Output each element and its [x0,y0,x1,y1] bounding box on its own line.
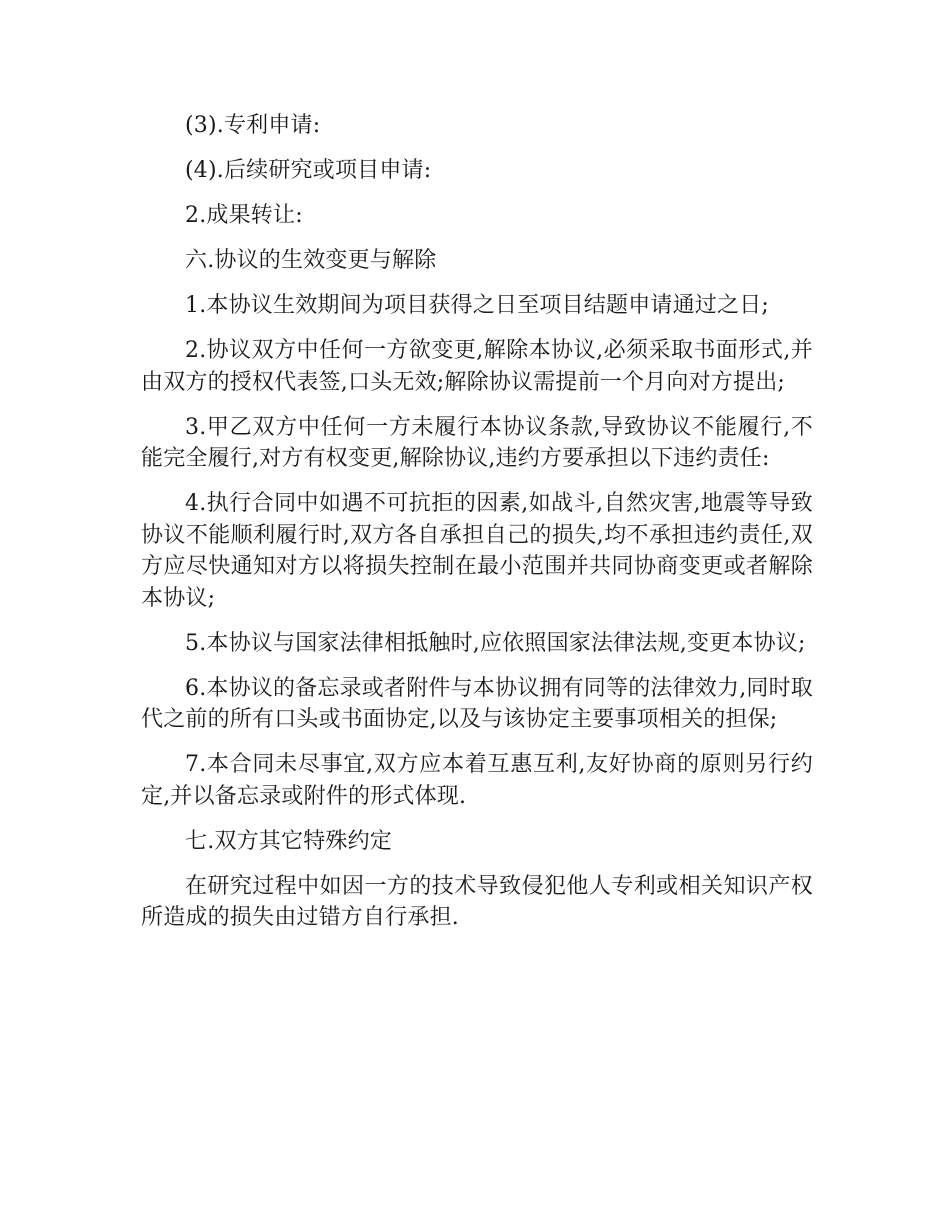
clause-7: 7.本合同未尽事宜,双方应本着互惠互利,友好协商的原则另行约定,并以备忘录或附件的形式体现. [141,752,813,809]
clause-1: 1.本协议生效期间为项目获得之日至项目结题申请通过之日; [185,293,770,318]
section-heading-seven: 七.双方其它特殊约定 [185,828,392,854]
section-heading-six: 六.协议的生效变更与解除 [185,248,437,273]
list-item-follow-up-research: (4).后续研究或项目申请: [185,158,432,183]
list-item-result-transfer: 2.成果转让: [185,203,303,228]
clause-3: 3.甲乙双方中任何一方未履行本协议条款,导致协议不能履行,不能完全履行,对方有权变更,解除协议,违约方要承担以下违约责任: [141,414,813,471]
clause-5: 5.本协议与国家法律相抵触时,应依照国家法律法规,变更本协议; [185,630,806,656]
document-body [141,110,813,947]
clause-2: 2.协议双方中任何一方欲变更,解除本协议,必须采取书面形式,并由双方的授权代表签,口头无效;解除协议需提前一个月向对方提出; [141,338,813,395]
special-agreement-paragraph: 在研究过程中如因一方的技术导致侵犯他人专利或相关知识产权所造成的损失由过错方自行承担. [141,873,813,930]
clause-4: 4.执行合同中如遇不可抗拒的因素,如战斗,自然灾害,地震等导致协议不能顺利履行时,双方各自承担自己的损失,均不承担违约责任,双方应尽快通知对方以将损失控制在最小范围并共同协商变更或者解除本协议; [141,491,813,611]
clause-6: 6.本协议的备忘录或者附件与本协议拥有同等的法律效力,同时取代之前的所有口头或书面协定,以及与该协定主要事项相关的担保; [141,675,813,732]
list-item-patent-application: (3).专利申请: [185,113,321,138]
